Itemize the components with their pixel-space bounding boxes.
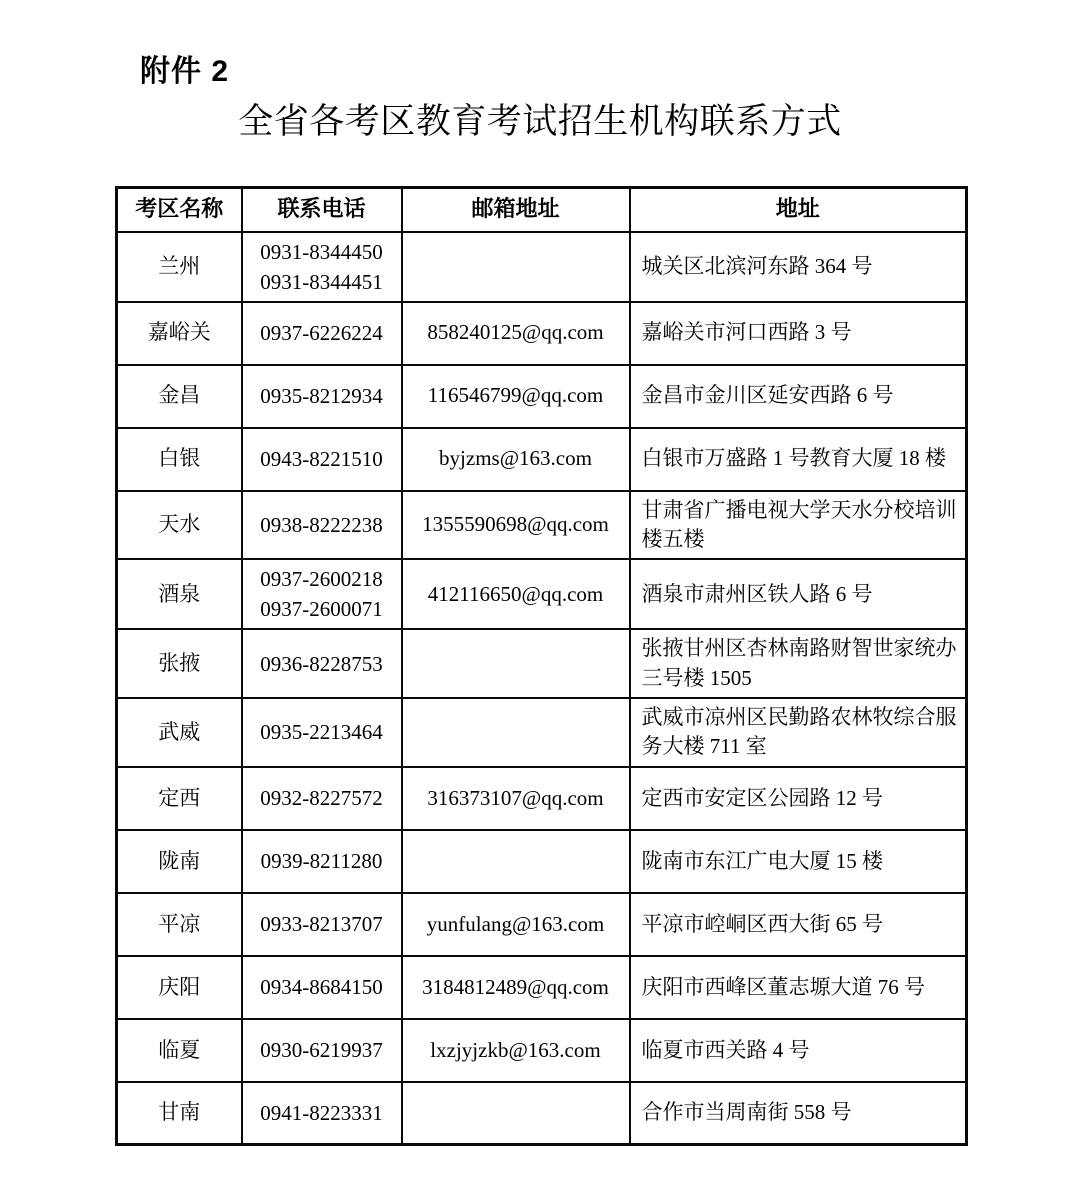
table-row xyxy=(117,629,967,698)
table-row xyxy=(117,559,967,629)
exam-area-cell: 金昌 xyxy=(117,365,242,428)
table-header-row xyxy=(117,188,967,232)
address-cell: 庆阳市西峰区董志塬大道 76 号 xyxy=(630,956,967,1019)
address-cell: 张掖甘州区杏林南路财智世家统办三号楼 1505 xyxy=(630,629,967,698)
phone-cell xyxy=(242,830,402,893)
phone-cell xyxy=(242,491,402,560)
exam-area-cell: 平凉 xyxy=(117,893,242,956)
email-cell: 116546799@qq.com xyxy=(402,365,630,428)
exam-area-cell: 张掖 xyxy=(117,629,242,698)
email-cell xyxy=(402,830,630,893)
address-cell: 定西市安定区公园路 12 号 xyxy=(630,767,967,830)
phone-number: 0934-8684150 xyxy=(260,975,383,1000)
phone-cell xyxy=(242,1082,402,1145)
exam-area-cell: 嘉峪关 xyxy=(117,302,242,365)
phone-number: 0932-8227572 xyxy=(260,786,383,811)
email-cell: 412116650@qq.com xyxy=(402,559,630,629)
table-row xyxy=(117,365,967,428)
exam-area-cell: 天水 xyxy=(117,491,242,560)
email-cell: yunfulang@163.com xyxy=(402,893,630,956)
phone-cell xyxy=(242,698,402,767)
email-cell xyxy=(402,1082,630,1145)
address-cell: 酒泉市肃州区铁人路 6 号 xyxy=(630,559,967,629)
address-cell: 临夏市西关路 4 号 xyxy=(630,1019,967,1082)
phone-number: 0930-6219937 xyxy=(260,1038,383,1063)
address-cell: 嘉峪关市河口西路 3 号 xyxy=(630,302,967,365)
email-cell: 1355590698@qq.com xyxy=(402,491,630,560)
header-exam-area: 考区名称 xyxy=(117,188,242,232)
phone-number: 0937-2600071 xyxy=(260,597,383,622)
table-row xyxy=(117,830,967,893)
phone-number: 0931-8344450 xyxy=(260,239,383,264)
table-row xyxy=(117,1082,967,1145)
phone-cell xyxy=(242,232,402,302)
phone-cell xyxy=(242,767,402,830)
phone-number: 0943-8221510 xyxy=(260,447,383,471)
address-cell: 陇南市东江广电大厦 15 楼 xyxy=(630,830,967,893)
email-cell: byjzms@163.com xyxy=(402,428,630,491)
header-phone: 联系电话 xyxy=(242,188,402,232)
exam-area-cell: 陇南 xyxy=(117,830,242,893)
email-cell: 316373107@qq.com xyxy=(402,767,630,830)
phone-cell xyxy=(242,428,402,491)
phone-number: 0933-8213707 xyxy=(260,912,383,937)
email-cell: 3184812489@qq.com xyxy=(402,956,630,1019)
email-cell xyxy=(402,232,630,302)
table-row xyxy=(117,956,967,1019)
email-cell: lxzjyjzkb@163.com xyxy=(402,1019,630,1082)
header-address: 地址 xyxy=(630,188,967,232)
exam-area-cell: 兰州 xyxy=(117,232,242,302)
phone-number: 0939-8211280 xyxy=(260,849,383,874)
phone-cell xyxy=(242,365,402,428)
phone-number: 0937-2600218 xyxy=(260,567,383,592)
table-row xyxy=(117,428,967,491)
address-cell: 金昌市金川区延安西路 6 号 xyxy=(630,365,967,428)
contact-table xyxy=(115,186,968,1146)
address-cell: 城关区北滨河东路 364 号 xyxy=(630,232,967,302)
table-row xyxy=(117,698,967,767)
phone-number: 0935-8212934 xyxy=(260,384,383,408)
email-cell xyxy=(402,629,630,698)
address-cell: 白银市万盛路 1 号教育大厦 18 楼 xyxy=(630,428,967,491)
phone-cell xyxy=(242,1019,402,1082)
table-row xyxy=(117,767,967,830)
header-email: 邮箱地址 xyxy=(402,188,630,232)
exam-area-cell: 甘南 xyxy=(117,1082,242,1145)
address-cell: 甘肃省广播电视大学天水分校培训楼五楼 xyxy=(630,491,967,560)
phone-number: 0941-8223331 xyxy=(260,1101,383,1126)
phone-number: 0935-2213464 xyxy=(260,720,383,745)
phone-cell xyxy=(242,893,402,956)
table-body xyxy=(117,232,967,1145)
phone-cell xyxy=(242,302,402,365)
address-cell: 合作市当周南街 558 号 xyxy=(630,1082,967,1145)
attachment-label: 附件 2 xyxy=(140,55,230,88)
phone-number: 0931-8344451 xyxy=(260,269,383,294)
exam-area-cell: 酒泉 xyxy=(117,559,242,629)
table-row xyxy=(117,232,967,302)
exam-area-cell: 临夏 xyxy=(117,1019,242,1082)
address-cell: 武威市凉州区民勤路农林牧综合服务大楼 711 室 xyxy=(630,698,967,767)
page-title: 全省各考区教育考试招生机构联系方式 xyxy=(238,102,842,141)
phone-number: 0936-8228753 xyxy=(260,651,383,676)
exam-area-cell: 庆阳 xyxy=(117,956,242,1019)
exam-area-cell: 武威 xyxy=(117,698,242,767)
email-cell xyxy=(402,698,630,767)
phone-cell xyxy=(242,559,402,629)
exam-area-cell: 定西 xyxy=(117,767,242,830)
table-row xyxy=(117,491,967,560)
exam-area-cell: 白银 xyxy=(117,428,242,491)
phone-cell xyxy=(242,629,402,698)
phone-number: 0938-8222238 xyxy=(260,512,383,537)
phone-cell xyxy=(242,956,402,1019)
table-row xyxy=(117,302,967,365)
table-row xyxy=(117,1019,967,1082)
phone-number: 0937-6226224 xyxy=(260,321,383,345)
table-row xyxy=(117,893,967,956)
address-cell: 平凉市崆峒区西大街 65 号 xyxy=(630,893,967,956)
email-cell: 858240125@qq.com xyxy=(402,302,630,365)
